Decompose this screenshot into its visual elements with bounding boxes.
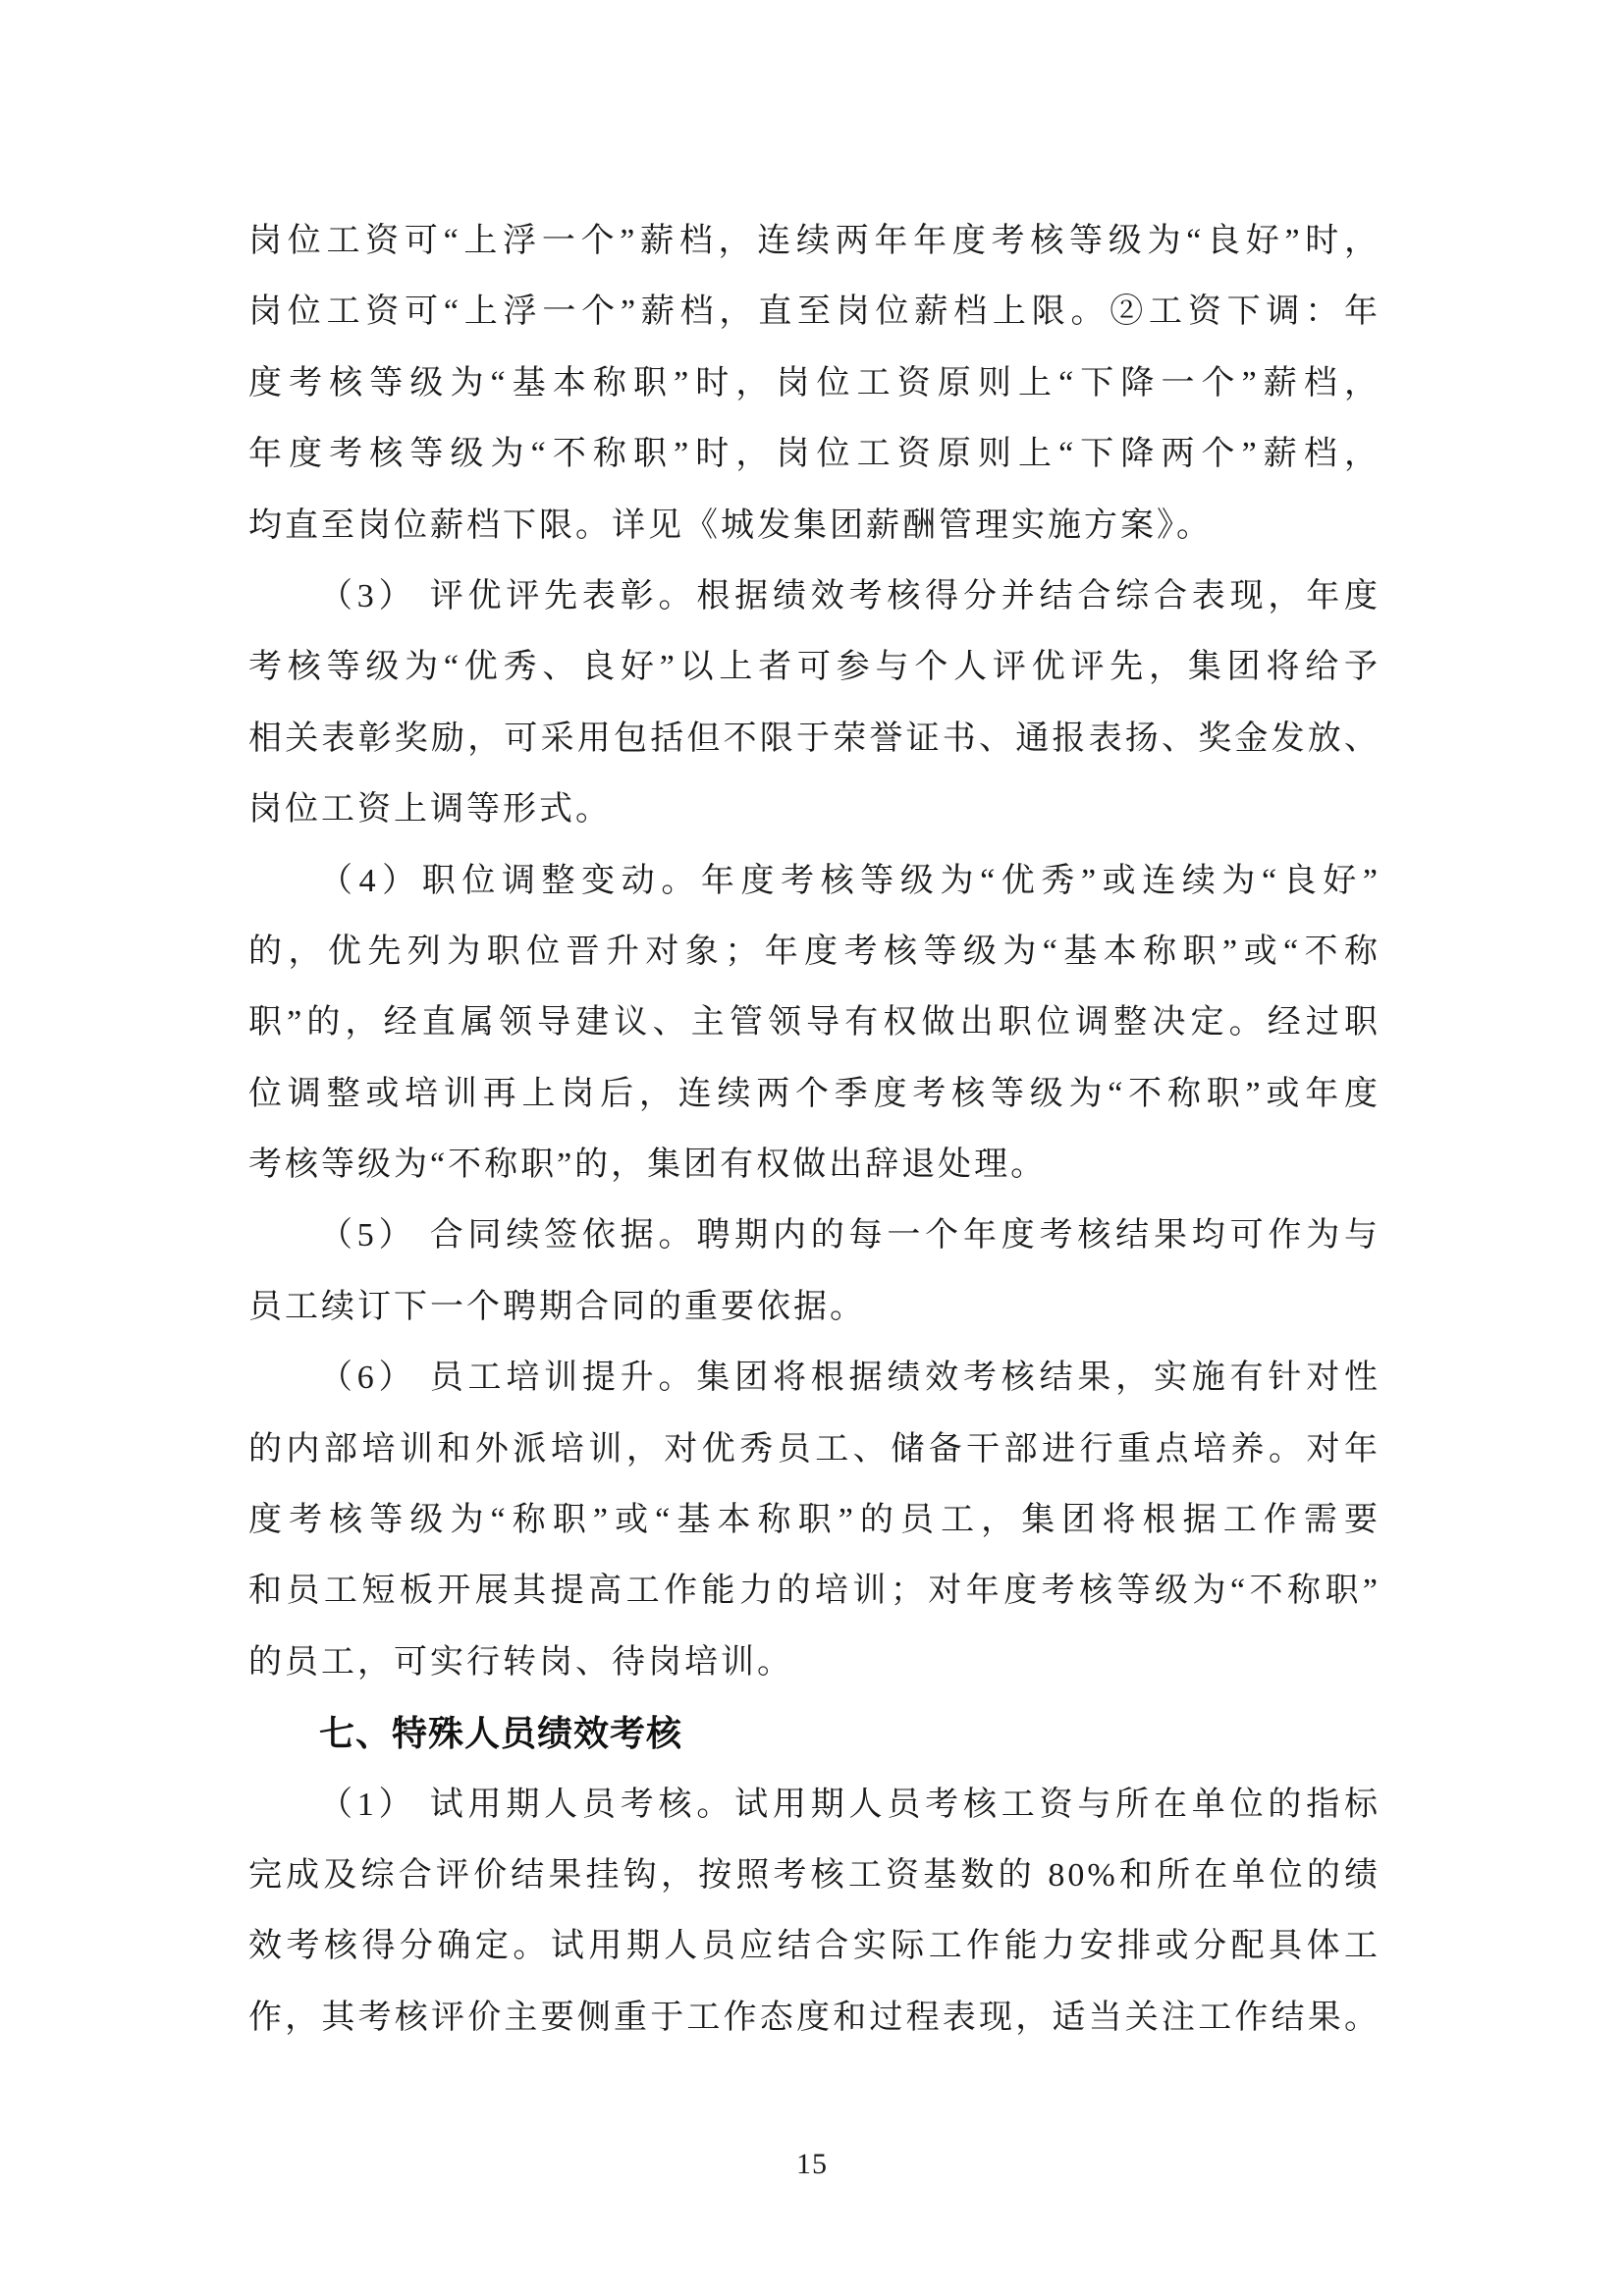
text-line: 岗位工资上调等形式。 — [248, 791, 612, 828]
text-line: 的内部培训和外派培训，对优秀员工、储备干部进行重点培养。对年 — [248, 1430, 1380, 1468]
text-line: 度考核等级为“称职”或“基本称职”的员工，集团将根据工作需要 — [248, 1502, 1380, 1539]
text-line: 岗位工资可“上浮一个”薪档，连续两年年度考核等级为“良好”时， — [248, 223, 1380, 259]
text-line: 考核等级为“优秀、良好”以上者可参与个人评优评先，集团将给予 — [248, 649, 1380, 686]
text-line: 职”的，经直属领导建议、主管领导有权做出职位调整决定。经过职 — [248, 1004, 1380, 1041]
text-line: 岗位工资可“上浮一个”薪档，直至岗位薪档上限。②工资下调：年 — [248, 294, 1380, 331]
text-line: （6） 员工培训提升。集团将根据绩效考核结果，实施有针对性 — [319, 1360, 1380, 1397]
text-line: 效考核得分确定。试用期人员应结合实际工作能力安排或分配具体工 — [248, 1928, 1380, 1965]
text-line: 年度考核等级为“不称职”时，岗位工资原则上“下降两个”薪档， — [248, 436, 1380, 473]
text-line: （3） 评优评先表彰。根据绩效考核得分并结合综合表现，年度 — [319, 577, 1380, 614]
text-line: （5） 合同续签依据。聘期内的每一个年度考核结果均可作为与 — [319, 1217, 1380, 1255]
text-line: 和员工短板开展其提高工作能力的培训；对年度考核等级为“不称职” — [248, 1573, 1380, 1610]
text-line: 考核等级为“不称职”的，集团有权做出辞退处理。 — [248, 1147, 1048, 1184]
text-line: （1） 试用期人员考核。试用期人员考核工资与所在单位的指标 — [319, 1786, 1380, 1823]
text-line: 相关表彰奖励，可采用包括但不限于荣誉证书、通报表扬、奖金发放、 — [248, 720, 1380, 757]
text-line: 完成及综合评价结果挂钩，按照考核工资基数的 80%和所在单位的绩 — [248, 1856, 1380, 1894]
page-number: 15 — [796, 2148, 828, 2180]
text-line: 作，其考核评价主要侧重于工作态度和过程表现，适当关注工作结果。 — [248, 1999, 1380, 2036]
text-line: （4）职位调整变动。年度考核等级为“优秀”或连续为“良好” — [319, 862, 1380, 899]
document-text — [248, 206, 1380, 2054]
text-line: 均直至岗位薪档下限。详见《城发集团薪酬管理实施方案》。 — [248, 507, 1213, 544]
text-line: 的，优先列为职位晋升对象；年度考核等级为“基本称职”或“不称 — [248, 933, 1380, 970]
text-line: 员工续订下一个聘期合同的重要依据。 — [248, 1288, 866, 1325]
text-line: 位调整或培训再上岗后，连续两个季度考核等级为“不称职”或年度 — [248, 1075, 1380, 1112]
text-line: 的员工，可实行转岗、待岗培训。 — [248, 1643, 793, 1681]
section-heading: 七、特殊人员绩效考核 — [319, 1713, 683, 1754]
text-line: 度考核等级为“基本称职”时，岗位工资原则上“下降一个”薪档， — [248, 364, 1380, 401]
